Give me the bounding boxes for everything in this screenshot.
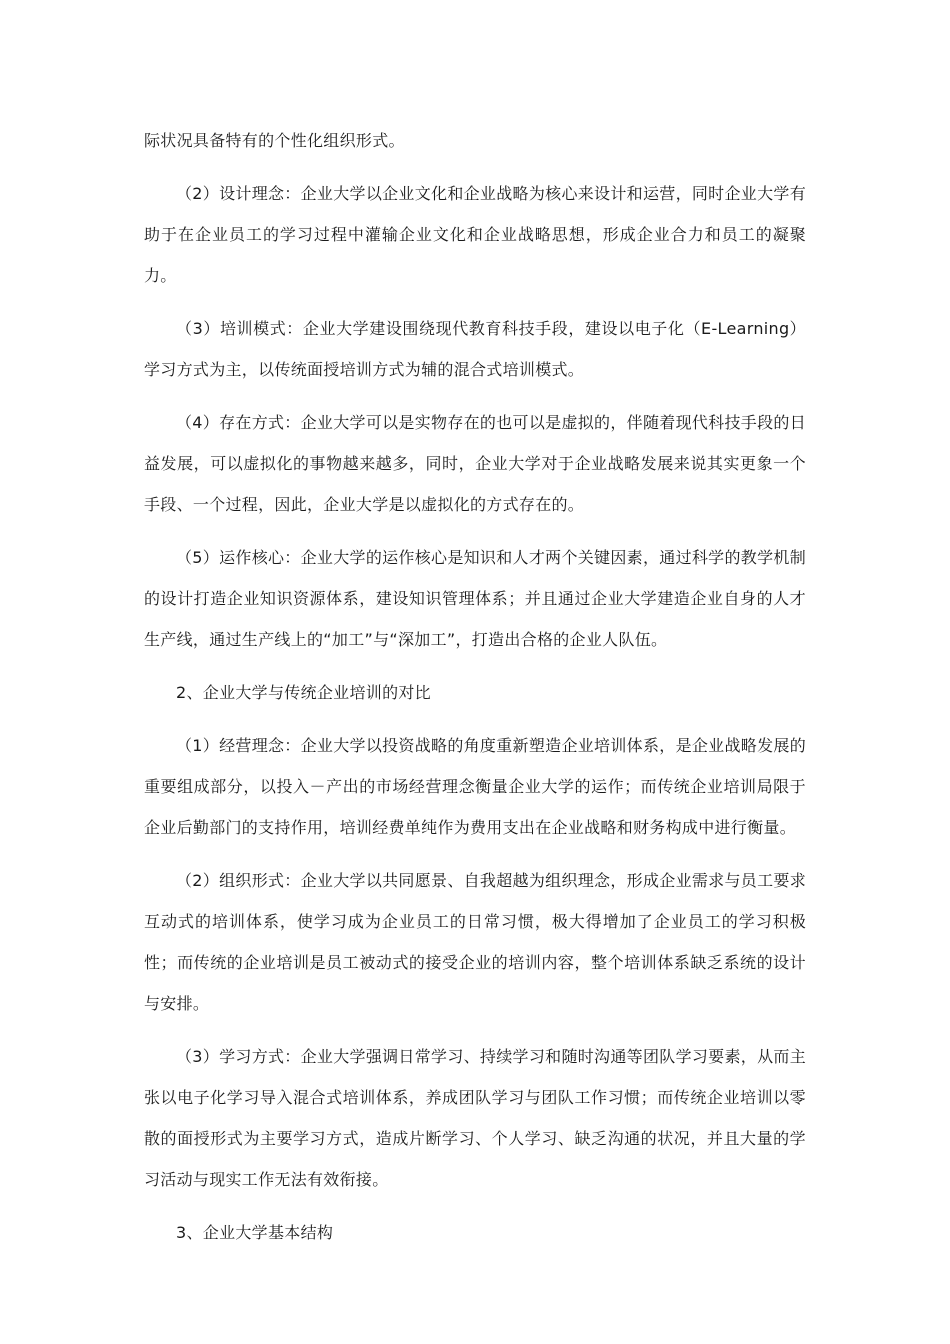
paragraph-design-concept: （2）设计理念：企业大学以企业文化和企业战略为核心来设计和运营，同时企业大学有助于在企业员工的学习过程中灌输企业文化和企业战略思想，形成企业合力和员工的凝聚力。 [144, 184, 806, 285]
paragraph-learning-method: （3）学习方式：企业大学强调日常学习、持续学习和随时沟通等团队学习要素，从而主张以电子化学习导入混合式培训体系，养成团队学习与团队工作习惯；而传统企业培训以零散的面授形式为主要学习方式，造成片断学习、个人学习、缺乏沟通的状况，并且大量的学习活动与现实工作无法有效衔接。 [144, 1047, 806, 1189]
section-heading-comparison: 2、企业大学与传统企业培训的对比 [176, 683, 431, 702]
paragraph-existence-mode: （4）存在方式：企业大学可以是实物存在的也可以是虚拟的，伴随着现代科技手段的日益发展，可以虚拟化的事物越来越多，同时，企业大学对于企业战略发展来说其实更象一个手段、一个过程，因此，企业大学是以虚拟化的方式存在的。 [144, 413, 806, 514]
paragraph-continuation: 际状况具备特有的个性化组织形式。 [144, 131, 405, 150]
paragraph-training-mode: （3）培训模式：企业大学建设围绕现代教育科技手段，建设以电子化（E-Learning）学习方式为主，以传统面授培训方式为辅的混合式培训模式。 [144, 319, 806, 379]
paragraph-organization-form: （2）组织形式：企业大学以共同愿景、自我超越为组织理念，形成企业需求与员工要求互动式的培训体系，使学习成为企业员工的日常习惯，极大得增加了企业员工的学习积极性；而传统的企业培训是员工被动式的接受企业的培训内容，整个培训体系缺乏系统的设计与安排。 [144, 871, 806, 1013]
section-heading-basic-structure: 3、企业大学基本结构 [176, 1223, 334, 1242]
paragraph-operation-core: （5）运作核心：企业大学的运作核心是知识和人才两个关键因素，通过科学的教学机制的设计打造企业知识资源体系，建设知识管理体系；并且通过企业大学建造企业自身的人才生产线，通过生产线上的“加工”与“深加工”，打造出合格的企业人队伍。 [144, 548, 806, 649]
document-body [144, 120, 806, 1253]
paragraph-business-concept: （1）经营理念：企业大学以投资战略的角度重新塑造企业培训体系，是企业战略发展的重要组成部分，以投入－产出的市场经营理念衡量企业大学的运作；而传统企业培训局限于企业后勤部门的支持作用，培训经费单纯作为费用支出在企业战略和财务构成中进行衡量。 [144, 736, 806, 837]
